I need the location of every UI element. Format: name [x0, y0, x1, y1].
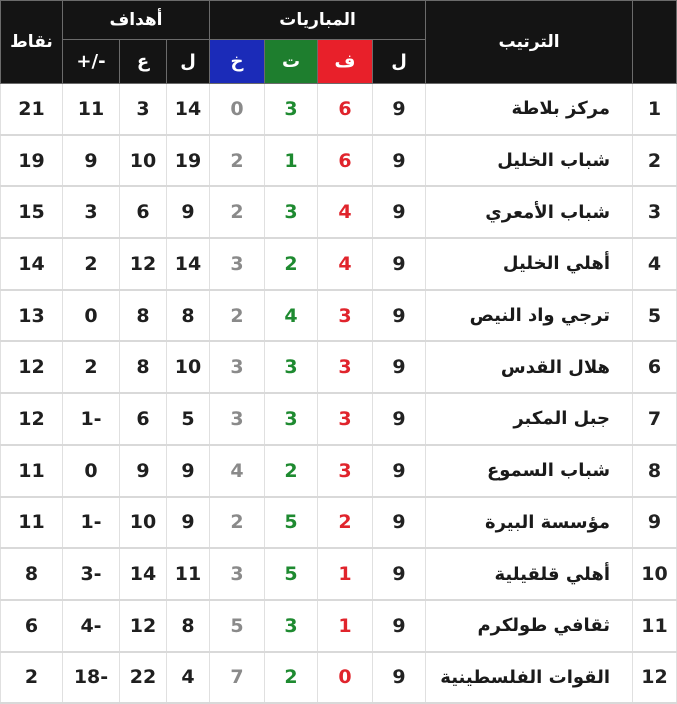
position-cell: 5 — [633, 290, 677, 342]
goal-diff-cell: 3 — [63, 186, 120, 238]
position-cell: 8 — [633, 445, 677, 497]
header-lost: خ — [210, 40, 265, 84]
table-row — [1, 238, 677, 290]
goals-for-cell: 14 — [167, 238, 210, 290]
drawn-cell: 1 — [265, 135, 318, 187]
team-name: ترجي واد النيص — [426, 290, 633, 342]
team-name: مؤسسة البيرة — [426, 497, 633, 549]
won-cell: 0 — [318, 652, 373, 704]
won-cell: 3 — [318, 290, 373, 342]
drawn-cell: 2 — [265, 445, 318, 497]
played-cell: 9 — [373, 600, 426, 652]
goals-for-cell: 8 — [167, 600, 210, 652]
team-name: شباب الأمعري — [426, 186, 633, 238]
goals-against-cell: 6 — [120, 393, 167, 445]
points-cell: 19 — [1, 135, 63, 187]
played-cell: 9 — [373, 341, 426, 393]
position-cell: 1 — [633, 84, 677, 135]
won-cell: 3 — [318, 393, 373, 445]
points-cell: 21 — [1, 84, 63, 135]
goal-diff-cell: 11 — [63, 84, 120, 135]
goals-against-cell: 10 — [120, 497, 167, 549]
header-matches: المباريات — [210, 1, 426, 40]
team-name: هلال القدس — [426, 341, 633, 393]
goal-diff-cell: 1- — [63, 393, 120, 445]
goals-against-cell: 3 — [120, 84, 167, 135]
drawn-cell: 4 — [265, 290, 318, 342]
won-cell: 6 — [318, 84, 373, 135]
points-cell: 11 — [1, 445, 63, 497]
lost-cell: 3 — [210, 548, 265, 600]
table-row — [1, 84, 677, 135]
points-cell: 6 — [1, 600, 63, 652]
points-cell: 2 — [1, 652, 63, 704]
position-cell: 3 — [633, 186, 677, 238]
played-cell: 9 — [373, 186, 426, 238]
team-name: جبل المكبر — [426, 393, 633, 445]
goals-against-cell: 10 — [120, 135, 167, 187]
header-goal-diff: +/- — [63, 40, 120, 84]
points-cell: 11 — [1, 497, 63, 549]
goals-for-cell: 5 — [167, 393, 210, 445]
goal-diff-cell: 0 — [63, 290, 120, 342]
position-cell: 10 — [633, 548, 677, 600]
lost-cell: 3 — [210, 393, 265, 445]
won-cell: 4 — [318, 238, 373, 290]
goals-for-cell: 10 — [167, 341, 210, 393]
won-cell: 3 — [318, 445, 373, 497]
goals-against-cell: 14 — [120, 548, 167, 600]
table-row — [1, 135, 677, 187]
lost-cell: 3 — [210, 341, 265, 393]
position-cell: 11 — [633, 600, 677, 652]
team-name: مركز بلاطة — [426, 84, 633, 135]
played-cell: 9 — [373, 445, 426, 497]
header-position-blank — [633, 1, 677, 84]
won-cell: 1 — [318, 600, 373, 652]
drawn-cell: 3 — [265, 341, 318, 393]
team-name: ثقافي طولكرم — [426, 600, 633, 652]
position-cell: 12 — [633, 652, 677, 704]
position-cell: 6 — [633, 341, 677, 393]
goals-against-cell: 22 — [120, 652, 167, 704]
goals-for-cell: 8 — [167, 290, 210, 342]
team-name: شباب السموع — [426, 445, 633, 497]
points-cell: 15 — [1, 186, 63, 238]
position-cell: 9 — [633, 497, 677, 549]
points-cell: 14 — [1, 238, 63, 290]
header-played: ل — [373, 40, 426, 84]
goals-for-cell: 14 — [167, 84, 210, 135]
lost-cell: 2 — [210, 186, 265, 238]
played-cell: 9 — [373, 652, 426, 704]
lost-cell: 5 — [210, 600, 265, 652]
drawn-cell: 5 — [265, 497, 318, 549]
header-drawn: ت — [265, 40, 318, 84]
points-cell: 12 — [1, 393, 63, 445]
header-won: ف — [318, 40, 373, 84]
goals-for-cell: 9 — [167, 497, 210, 549]
drawn-cell: 2 — [265, 652, 318, 704]
points-cell: 8 — [1, 548, 63, 600]
table-row — [1, 548, 677, 600]
goals-for-cell: 11 — [167, 548, 210, 600]
played-cell: 9 — [373, 393, 426, 445]
header-rank: الترتيب — [426, 1, 633, 84]
goals-against-cell: 12 — [120, 238, 167, 290]
won-cell: 2 — [318, 497, 373, 549]
goals-against-cell: 8 — [120, 341, 167, 393]
won-cell: 4 — [318, 186, 373, 238]
won-cell: 3 — [318, 341, 373, 393]
goal-diff-cell: 0 — [63, 445, 120, 497]
lost-cell: 2 — [210, 135, 265, 187]
drawn-cell: 2 — [265, 238, 318, 290]
played-cell: 9 — [373, 548, 426, 600]
table-row — [1, 497, 677, 549]
table-row — [1, 445, 677, 497]
goal-diff-cell: 3- — [63, 548, 120, 600]
team-name: أهلي قلقيلية — [426, 548, 633, 600]
goals-against-cell: 12 — [120, 600, 167, 652]
won-cell: 1 — [318, 548, 373, 600]
points-cell: 13 — [1, 290, 63, 342]
points-cell: 12 — [1, 341, 63, 393]
lost-cell: 3 — [210, 238, 265, 290]
goal-diff-cell: 2 — [63, 341, 120, 393]
table-row — [1, 186, 677, 238]
team-name: شباب الخليل — [426, 135, 633, 187]
header-goals-against: ع — [120, 40, 167, 84]
table-row — [1, 600, 677, 652]
position-cell: 2 — [633, 135, 677, 187]
table-header — [1, 1, 677, 84]
goal-diff-cell: 2 — [63, 238, 120, 290]
played-cell: 9 — [373, 84, 426, 135]
position-cell: 4 — [633, 238, 677, 290]
won-cell: 6 — [318, 135, 373, 187]
drawn-cell: 3 — [265, 186, 318, 238]
goal-diff-cell: 18- — [63, 652, 120, 704]
goals-against-cell: 9 — [120, 445, 167, 497]
played-cell: 9 — [373, 238, 426, 290]
table-body — [1, 84, 677, 704]
played-cell: 9 — [373, 135, 426, 187]
goals-against-cell: 8 — [120, 290, 167, 342]
header-points: نقاط — [1, 1, 63, 84]
drawn-cell: 3 — [265, 393, 318, 445]
table-row — [1, 393, 677, 445]
played-cell: 9 — [373, 290, 426, 342]
team-name: أهلي الخليل — [426, 238, 633, 290]
drawn-cell: 5 — [265, 548, 318, 600]
goal-diff-cell: 1- — [63, 497, 120, 549]
lost-cell: 2 — [210, 497, 265, 549]
table-row — [1, 290, 677, 342]
header-goals-for: ل — [167, 40, 210, 84]
lost-cell: 2 — [210, 290, 265, 342]
goals-for-cell: 9 — [167, 186, 210, 238]
played-cell: 9 — [373, 497, 426, 549]
goals-for-cell: 9 — [167, 445, 210, 497]
goals-for-cell: 4 — [167, 652, 210, 704]
goals-against-cell: 6 — [120, 186, 167, 238]
table-row — [1, 652, 677, 704]
position-cell: 7 — [633, 393, 677, 445]
lost-cell: 4 — [210, 445, 265, 497]
team-name: القوات الفلسطينية — [426, 652, 633, 704]
header-goals: أهداف — [63, 1, 210, 40]
goal-diff-cell: 9 — [63, 135, 120, 187]
drawn-cell: 3 — [265, 600, 318, 652]
goals-for-cell: 19 — [167, 135, 210, 187]
table-row — [1, 341, 677, 393]
drawn-cell: 3 — [265, 84, 318, 135]
lost-cell: 7 — [210, 652, 265, 704]
lost-cell: 0 — [210, 84, 265, 135]
goal-diff-cell: 4- — [63, 600, 120, 652]
